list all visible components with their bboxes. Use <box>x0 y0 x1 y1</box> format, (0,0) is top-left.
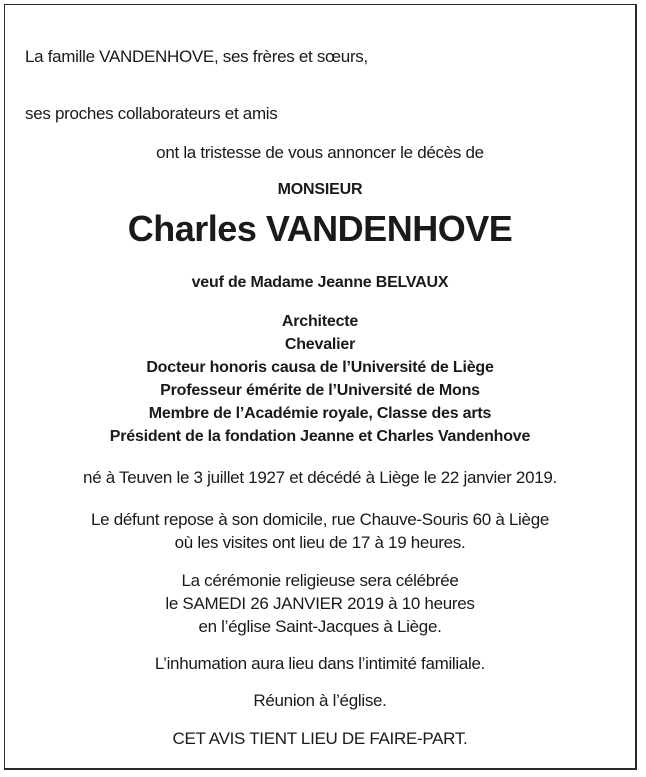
honorific: MONSIEUR <box>277 181 363 198</box>
title-line: Président de la fondation Jeanne et Charles Vandenhove <box>109 428 531 445</box>
closing-line: CET AVIS TIENT LIEU DE FAIRE-PART. <box>172 729 468 748</box>
title-line: Professeur émérite de l’Université de Mons <box>160 382 480 399</box>
intro-colleagues: ses proches collaborateurs et amis <box>25 104 278 123</box>
ceremony-line: La cérémonie religieuse sera célébrée <box>181 571 459 590</box>
burial-line: L’inhumation aura lieu dans l’intimité familiale. <box>154 654 486 673</box>
title-line: Docteur honoris causa de l’Université de Liège <box>146 359 494 376</box>
title-line: Chevalier <box>284 336 356 353</box>
visitation-line: où les visites ont lieu de 17 à 19 heures. <box>174 533 466 552</box>
deceased-name: Charles VANDENHOVE <box>127 208 513 249</box>
intro-family: La famille VANDENHOVE, ses frères et sœurs, <box>25 47 368 66</box>
obituary-notice <box>4 4 637 770</box>
widower-of: veuf de Madame Jeanne BELVAUX <box>191 274 449 291</box>
title-line: Architecte <box>281 313 359 330</box>
birth-death-line: né à Teuven le 3 juillet 1927 et décédé à Liège le 22 janvier 2019. <box>83 468 557 487</box>
ceremony-line: le SAMEDI 26 JANVIER 2019 à 10 heures <box>165 594 475 613</box>
visitation-line: Le défunt repose à son domicile, rue Chauve-Souris 60 à Liège <box>91 510 549 529</box>
ceremony-line: en l’église Saint-Jacques à Liège. <box>198 617 442 636</box>
reunion-line: Réunion à l’église. <box>253 691 387 710</box>
announcement-line: ont la tristesse de vous annoncer le décès de <box>156 143 484 162</box>
title-line: Membre de l’Académie royale, Classe des arts <box>148 405 492 422</box>
